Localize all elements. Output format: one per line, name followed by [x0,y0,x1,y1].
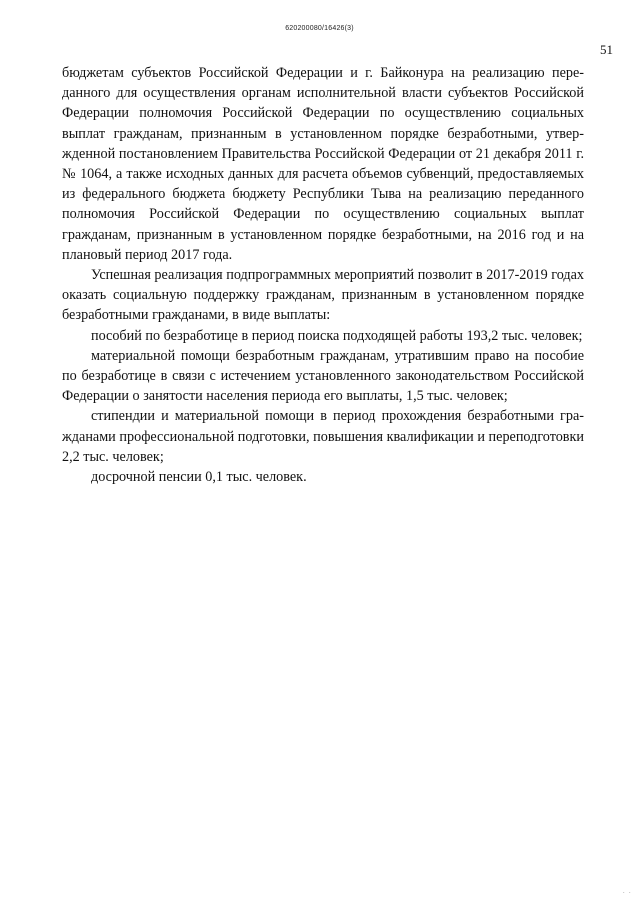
list-item-early-pension: досрочной пенсии 0,1 тыс. человек. [91,469,307,486]
page-number: 51 [600,42,613,57]
list-item-stipend: стипендии и материальной помощи в период прохождения безработными гражданами профессиональной подготовки, повышения квалификации и переподготовки 2,2 тыс. человек; [62,408,584,465]
paragraph-continuation: бюджетам субъектов Российской Федерации и г. Байконура на реализацию переданного для осуществления органам исполнительной власти субъектов Российской Федерации полномочия Российской Федерации по осуществлению социальных выплат гражданам, признанным в установленном порядке безработными, утвержденной постановлением Правительства Российской Федерации от 21 декабря 2011 г. № 1064, а также исходных данных для расчета объемов субвенций, предоставляемых из федерального бюджета бюджету Республики Тыва на реализацию переданного полномочия Российской Федерации по осуществлению социальных выплат гражданам, признанным в установленном порядке безработными, на 2016 год и на плановый период 2017 года. [62,65,584,263]
document-body [62,63,584,487]
list-item-unemployment-benefits: пособий по безработице в период поиска подходящей работы 193,2 тыс. человек; [91,327,583,344]
corner-mark: · · [622,889,632,897]
document-code: 620200080/16426(3) [285,25,354,32]
list-item-material-assistance: материальной помощи безработным гражданам, утратившим право на пособие по безработице в связи с истечением установленного законодательством Российской Федерации о занятости населения периода его выплаты, 1,5 тыс. человек; [62,347,584,405]
paragraph-summary: Успешная реализация подпрограммных мероприятий позволит в 2017-2019 годах оказать социальную поддержку гражданам, признанным в установленном порядке безработными гражданами, в виде выплаты: [62,267,584,324]
